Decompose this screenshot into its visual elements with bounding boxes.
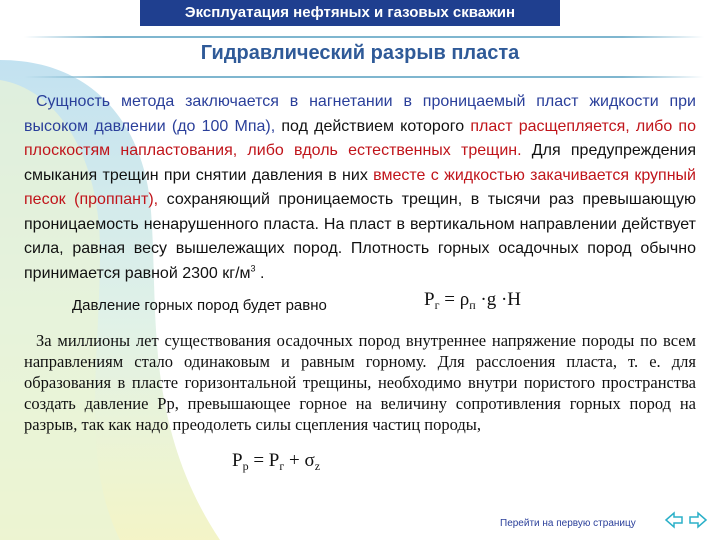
text-under-action: под действием которого [275,117,471,135]
formula2-lhs-sub: р [242,459,249,473]
formula-fracture-pressure [232,449,720,479]
formula1-lhs-sub: г [434,298,440,312]
formula2-sigma: σ [304,450,315,471]
pressure-line [24,288,696,318]
formula2-plus: + [284,450,305,471]
formula-rock-pressure [424,288,521,318]
text-permeability: сохраняющий проницаемость трещин, в тысячи раз превышающую проницаемость ненарушенного пласта. На пласт в вертикальном направлении действует сила, равная весу вышележащих пород. Плотность горных осадочных пород обычно принимается равной 2300 кг/м [24,191,697,282]
formula2-lhs: P [232,450,243,471]
slide-title: Гидравлический разрыв пласта [200,42,520,64]
formula2-p-sub: г [279,459,285,473]
pressure-label: Давление горных пород будет равно [72,297,327,314]
text-period: . [255,264,265,282]
formula2-sigma-sub: z [314,459,321,473]
text-proppant: вместе с жидкостью закачивается крупный песок (проппант), [24,166,696,208]
formula2-eq: = [248,450,269,471]
superscript-cube: 3 [250,263,256,274]
header-bar [140,0,560,26]
divider-bottom [24,76,704,78]
text-prevent: Для предупреждения смыкания трещин при снятии давления в них [24,142,696,184]
text-essence: Сущность метода заключается в нагнетании в проницаемый пласт жидкости при высоком давлении (до 100 Мпа), [24,93,696,135]
paragraph-method [24,90,696,286]
formula2-p: P [268,450,280,471]
first-page-link[interactable]: Перейти на первую страницу [500,518,636,529]
formula1-rho: ρ [459,289,470,310]
left-right-arrows-icon[interactable] [664,510,708,530]
formula1-lhs: P [424,289,435,310]
divider-top [24,36,704,38]
text-splitting: пласт расщепляется, либо по плоскостям напластования, либо вдоль естественных трещин. [24,117,696,159]
formula1-rho-sub: п [469,298,476,312]
paragraph-stress: За миллионы лет существования осадочных пород внутреннее напряжение породы по всем направлениям стало одинаковым и равным горному. Для расслоения пласта, т. е. для образования в пласте горизонтальной трещины, необходимо внутри пористого пространства создать давление Рр, превышающее горное на величину сопротивления горных пород на разрыв, так как надо преодолеть силы сцепления частиц породы, [24,331,696,434]
slide-content [24,90,697,473]
header-title: Эксплуатация нефтяных и газовых скважин [184,4,516,21]
formula1-rest: ·g ·H [475,289,522,310]
formula1-eq: = [439,289,460,310]
